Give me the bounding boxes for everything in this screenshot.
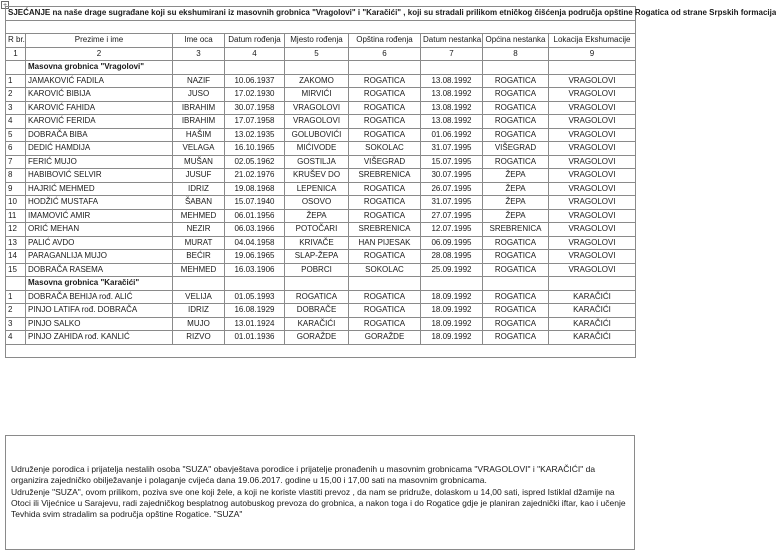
table-cell: 19.08.1968 — [225, 182, 285, 196]
table-cell: VRAGOLOVI — [549, 182, 636, 196]
table-cell: JAMAKOVIĆ FADILA — [26, 74, 173, 88]
table-cell: 10.06.1937 — [225, 74, 285, 88]
table-cell: KARAČIĆI — [549, 317, 636, 331]
table-cell: 31.07.1995 — [421, 196, 483, 210]
table-cell: 16.08.1929 — [225, 304, 285, 318]
table-cell: SREBRENICA — [483, 223, 549, 237]
table-cell: IBRAHIM — [173, 115, 225, 129]
table-cell: SREBRENICA — [349, 169, 421, 183]
group-header-karacici — [6, 277, 636, 291]
table-cell: 2 — [6, 88, 26, 102]
table-cell: 15 — [6, 263, 26, 277]
table-cell: DOBRAČA BEHIJA rođ. ALIĆ — [26, 290, 173, 304]
column-number: 4 — [225, 47, 285, 61]
table-cell: 15.07.1940 — [225, 196, 285, 210]
column-header: Opština rođenja — [349, 34, 421, 48]
table-cell: 10 — [6, 196, 26, 210]
table-cell: KARAČIĆI — [549, 304, 636, 318]
table-cell: VRAGOLOVI — [549, 223, 636, 237]
column-number: 2 — [26, 47, 173, 61]
column-number: 5 — [285, 47, 349, 61]
table-cell: VRAGOLOVI — [285, 115, 349, 129]
table-cell: POBRCI — [285, 263, 349, 277]
column-number: 8 — [483, 47, 549, 61]
table-cell: 06.09.1995 — [421, 236, 483, 250]
table-cell: 17.07.1958 — [225, 115, 285, 129]
table-cell: BEĆIR — [173, 250, 225, 264]
table-row — [6, 304, 636, 318]
column-header: Lokacija Ekshumacije — [549, 34, 636, 48]
table-cell: 8 — [6, 169, 26, 183]
table-cell: MIRVIĆI — [285, 88, 349, 102]
table-cell: 31.07.1995 — [421, 142, 483, 156]
table-row — [6, 331, 636, 345]
table-cell: ZAKOMO — [285, 74, 349, 88]
table-cell: 5 — [6, 128, 26, 142]
table-row — [6, 115, 636, 129]
table-cell: 15.07.1995 — [421, 155, 483, 169]
table-cell: SREBRENICA — [349, 223, 421, 237]
table-cell: KAROVIĆ FERIDA — [26, 115, 173, 129]
table-cell: PINJO SALKO — [26, 317, 173, 331]
group-title: Masovna grobnica "Vragolovi" — [26, 61, 173, 75]
table-cell: 28.08.1995 — [421, 250, 483, 264]
table-cell: 12.07.1995 — [421, 223, 483, 237]
table-cell: IBRAHIM — [173, 101, 225, 115]
table-cell: IMAMOVIĆ AMIR — [26, 209, 173, 223]
table-cell: VRAGOLOVI — [549, 128, 636, 142]
table-cell: ROGATICA — [349, 182, 421, 196]
table-cell: ROGATICA — [349, 101, 421, 115]
table-cell: GOLUBOVIĆI — [285, 128, 349, 142]
table-cell: HODŽIĆ MUSTAFA — [26, 196, 173, 210]
table-cell: FERIĆ MUJO — [26, 155, 173, 169]
table-cell: DOBRAČE — [285, 304, 349, 318]
table-cell: PARAGANLIJA MUJO — [26, 250, 173, 264]
table-cell: ŽEPA — [483, 169, 549, 183]
table-cell: VIŠEGRAD — [349, 155, 421, 169]
table-cell: 18.09.1992 — [421, 290, 483, 304]
table-cell: ROGATICA — [483, 304, 549, 318]
table-cell: MEHMED — [173, 209, 225, 223]
table-cell: 13.02.1935 — [225, 128, 285, 142]
table-cell: KAROVIĆ BIBIJA — [26, 88, 173, 102]
table-cell: POTOČARI — [285, 223, 349, 237]
table-cell: 4 — [6, 115, 26, 129]
table-cell: GORAŽDE — [285, 331, 349, 345]
table-cell: ROGATICA — [483, 101, 549, 115]
table-cell: HAŠIM — [173, 128, 225, 142]
table-cell: VRAGOLOVI — [549, 115, 636, 129]
table-cell: VRAGOLOVI — [549, 142, 636, 156]
table-row — [6, 223, 636, 237]
table-cell: VIŠEGRAD — [483, 142, 549, 156]
table-cell: ROGATICA — [349, 317, 421, 331]
table-cell: ROGATICA — [349, 115, 421, 129]
table-row — [6, 142, 636, 156]
table-cell: KARAČIĆI — [285, 317, 349, 331]
group-title: Masovna grobnica "Karačići" — [26, 277, 173, 291]
table-cell: 13.08.1992 — [421, 74, 483, 88]
table-cell: ROGATICA — [349, 74, 421, 88]
column-number: 6 — [349, 47, 421, 61]
table-cell: 02.05.1962 — [225, 155, 285, 169]
table-cell: MURAT — [173, 236, 225, 250]
table-cell: JUSUF — [173, 169, 225, 183]
table-cell: 01.05.1993 — [225, 290, 285, 304]
table-cell: VELIJA — [173, 290, 225, 304]
table-cell: ŽEPA — [285, 209, 349, 223]
table-cell: ROGATICA — [483, 155, 549, 169]
table-cell: ROGATICA — [483, 331, 549, 345]
table-cell: 01.06.1992 — [421, 128, 483, 142]
table-cell: VRAGOLOVI — [549, 196, 636, 210]
column-number: 1 — [6, 47, 26, 61]
table-cell: ROGATICA — [483, 74, 549, 88]
table-cell: 18.09.1992 — [421, 331, 483, 345]
table-cell: DOBRAČA RASEMA — [26, 263, 173, 277]
table-cell: ROGATICA — [349, 290, 421, 304]
column-number: 9 — [549, 47, 636, 61]
table-cell: 14 — [6, 250, 26, 264]
table-cell: MIĆIVODE — [285, 142, 349, 156]
table-cell: 25.09.1992 — [421, 263, 483, 277]
table-cell: 26.07.1995 — [421, 182, 483, 196]
table-cell: ROGATICA — [285, 290, 349, 304]
table-row — [6, 74, 636, 88]
document-title: SJEĆANJE na naše drage sugrađane koji su ekshumirani iz masovnih grobnica "Vragolovi" i "Karačići" , koji su stradali prilikom etničkog čišćenja područja opštine Rogatica od strane Srpskih formacija — [6, 7, 636, 21]
table-cell: DOBRAČA BIBA — [26, 128, 173, 142]
table-cell: VRAGOLOVI — [549, 209, 636, 223]
table-row — [6, 88, 636, 102]
table-cell: MEHMED — [173, 263, 225, 277]
table-cell: 3 — [6, 101, 26, 115]
table-cell: VRAGOLOVI — [549, 74, 636, 88]
table-cell: ROGATICA — [349, 196, 421, 210]
table-cell: 1 — [6, 74, 26, 88]
table-move-handle-icon[interactable]: + — [2, 2, 8, 9]
table-cell: ROGATICA — [483, 250, 549, 264]
table-cell: PINJO LATIFA rođ. DOBRAČA — [26, 304, 173, 318]
table-cell: ROGATICA — [483, 88, 549, 102]
table-row — [6, 263, 636, 277]
table-cell: 04.04.1958 — [225, 236, 285, 250]
table-row — [6, 169, 636, 183]
table-cell: LEPENICA — [285, 182, 349, 196]
table-cell: ROGATICA — [349, 209, 421, 223]
announcement-paragraph-2: Udruženje "SUZA", ovom prilikom, poziva sve one koji žele, a koji ne koriste vlastiti prevoz , da nam se pridruže, dolaskom u 14,00 sati, ispred Istiklal džamije na Otoci ili Vijećnice u Sarajevu, radi zajedničkog besplatnog autobuskog prevoza do grobnica, a nakon toga i do Rogatice gdje je planiran zajednički iftar, kao i učenje Tevhida svim stradalim sa područja opštine Rogatice. "SUZA" — [11, 487, 626, 519]
table-cell: ROGATICA — [483, 115, 549, 129]
table-cell: ORIĆ MEHAN — [26, 223, 173, 237]
table-cell: ŽEPA — [483, 182, 549, 196]
table-cell: KARAČIĆI — [549, 331, 636, 345]
table-cell: 3 — [6, 317, 26, 331]
table-cell: 18.09.1992 — [421, 317, 483, 331]
table-cell: IDRIZ — [173, 304, 225, 318]
table-cell: NAZIF — [173, 74, 225, 88]
table-row — [6, 128, 636, 142]
column-header: Mjesto rođenja — [285, 34, 349, 48]
announcement-box — [5, 435, 635, 550]
memorial-table — [5, 6, 776, 358]
table-cell: 17.02.1930 — [225, 88, 285, 102]
column-header: Prezime i ime — [26, 34, 173, 48]
table-cell: 16.03.1906 — [225, 263, 285, 277]
table-row — [6, 236, 636, 250]
column-header: R br. — [6, 34, 26, 48]
table-cell: 7 — [6, 155, 26, 169]
table-cell: ŽEPA — [483, 196, 549, 210]
table-cell: HABIBOVIĆ SELVIR — [26, 169, 173, 183]
table-cell: SLAP-ŽEPA — [285, 250, 349, 264]
table-cell: PALIĆ AVDO — [26, 236, 173, 250]
table-cell: 2 — [6, 304, 26, 318]
table-cell: VRAGOLOVI — [549, 155, 636, 169]
table-row — [6, 250, 636, 264]
table-cell: 13 — [6, 236, 26, 250]
table-cell: MUJO — [173, 317, 225, 331]
table-cell: ŠABAN — [173, 196, 225, 210]
table-row — [6, 209, 636, 223]
column-header: Ime oca — [173, 34, 225, 48]
table-cell: 1 — [6, 290, 26, 304]
table-cell: 06.03.1966 — [225, 223, 285, 237]
table-cell: KRUŠEV DO — [285, 169, 349, 183]
table-cell: ROGATICA — [483, 290, 549, 304]
column-number: 7 — [421, 47, 483, 61]
column-number: 3 — [173, 47, 225, 61]
title-row — [6, 7, 636, 21]
table-cell: VRAGOLOVI — [549, 88, 636, 102]
table-cell: ROGATICA — [349, 128, 421, 142]
table-cell: HAN PIJESAK — [349, 236, 421, 250]
column-header: Općina nestanka — [483, 34, 549, 48]
table-cell: ROGATICA — [483, 128, 549, 142]
table-cell: ROGATICA — [483, 236, 549, 250]
table-cell: OSOVO — [285, 196, 349, 210]
column-header: Datum nestanka — [421, 34, 483, 48]
table-cell: KARAČIĆI — [549, 290, 636, 304]
column-header: Datum rođenja — [225, 34, 285, 48]
table-cell: 19.06.1965 — [225, 250, 285, 264]
table-cell: IDRIZ — [173, 182, 225, 196]
table-cell: SOKOLAC — [349, 263, 421, 277]
header-row — [6, 34, 636, 48]
table-cell: ROGATICA — [483, 317, 549, 331]
table-cell: GORAŽDE — [349, 331, 421, 345]
table-cell: ROGATICA — [349, 304, 421, 318]
table-cell: 6 — [6, 142, 26, 156]
table-cell: VRAGOLOVI — [285, 101, 349, 115]
table-cell: 12 — [6, 223, 26, 237]
table-cell: 30.07.1995 — [421, 169, 483, 183]
table-cell: VRAGOLOVI — [549, 101, 636, 115]
table-cell: 16.10.1965 — [225, 142, 285, 156]
table-cell: PINJO ZAHIDA rođ. KANLIĆ — [26, 331, 173, 345]
blank-row — [6, 20, 636, 34]
table-cell: VRAGOLOVI — [549, 263, 636, 277]
table-cell: ROGATICA — [483, 263, 549, 277]
table-cell: ŽEPA — [483, 209, 549, 223]
spacer-row — [6, 344, 636, 358]
table-cell: KAROVIĆ FAHIDA — [26, 101, 173, 115]
table-cell: 06.01.1956 — [225, 209, 285, 223]
group-header-vragolovi — [6, 61, 636, 75]
table-cell: VRAGOLOVI — [549, 236, 636, 250]
table-cell: ROGATICA — [349, 88, 421, 102]
table-cell: JUSO — [173, 88, 225, 102]
table-cell: 4 — [6, 331, 26, 345]
table-cell: 13.08.1992 — [421, 101, 483, 115]
table-cell: 30.07.1958 — [225, 101, 285, 115]
table-cell: 9 — [6, 182, 26, 196]
table-cell: 21.02.1976 — [225, 169, 285, 183]
table-cell: RIZVO — [173, 331, 225, 345]
table-cell: 27.07.1995 — [421, 209, 483, 223]
table-cell: 01.01.1936 — [225, 331, 285, 345]
table-cell: 18.09.1992 — [421, 304, 483, 318]
table-row — [6, 196, 636, 210]
table-row — [6, 101, 636, 115]
table-cell: VRAGOLOVI — [549, 250, 636, 264]
table-cell: 13.01.1924 — [225, 317, 285, 331]
table-row — [6, 155, 636, 169]
table-cell: 13.08.1992 — [421, 88, 483, 102]
table-cell: VELAGA — [173, 142, 225, 156]
table-cell: VRAGOLOVI — [549, 169, 636, 183]
table-cell: KRIVAČE — [285, 236, 349, 250]
table-row — [6, 290, 636, 304]
table-row — [6, 182, 636, 196]
table-cell: ROGATICA — [349, 250, 421, 264]
table-cell: 11 — [6, 209, 26, 223]
table-cell: MUŠAN — [173, 155, 225, 169]
table-cell: SOKOLAC — [349, 142, 421, 156]
table-cell: NEZIR — [173, 223, 225, 237]
table-cell: DEDIĆ HAMDIJA — [26, 142, 173, 156]
table-row — [6, 317, 636, 331]
announcement-paragraph-1: Udruženje porodica i prijatelja nestalih osoba "SUZA" obavještava porodice i prijatelje pronađenih u masovnim grobnicama "VRAGOLOVI" i "KARAČIĆI" da organizira zajedničko obilježavanje i polaganje cvijeća dana 19.06.2017. godine u 15,00 i 17,00 sati na masovnim grobnicama. — [11, 464, 596, 485]
table-cell: GOSTILJA — [285, 155, 349, 169]
column-number-row — [6, 47, 636, 61]
table-cell: HAJRIĆ MEHMED — [26, 182, 173, 196]
table-cell: 13.08.1992 — [421, 115, 483, 129]
